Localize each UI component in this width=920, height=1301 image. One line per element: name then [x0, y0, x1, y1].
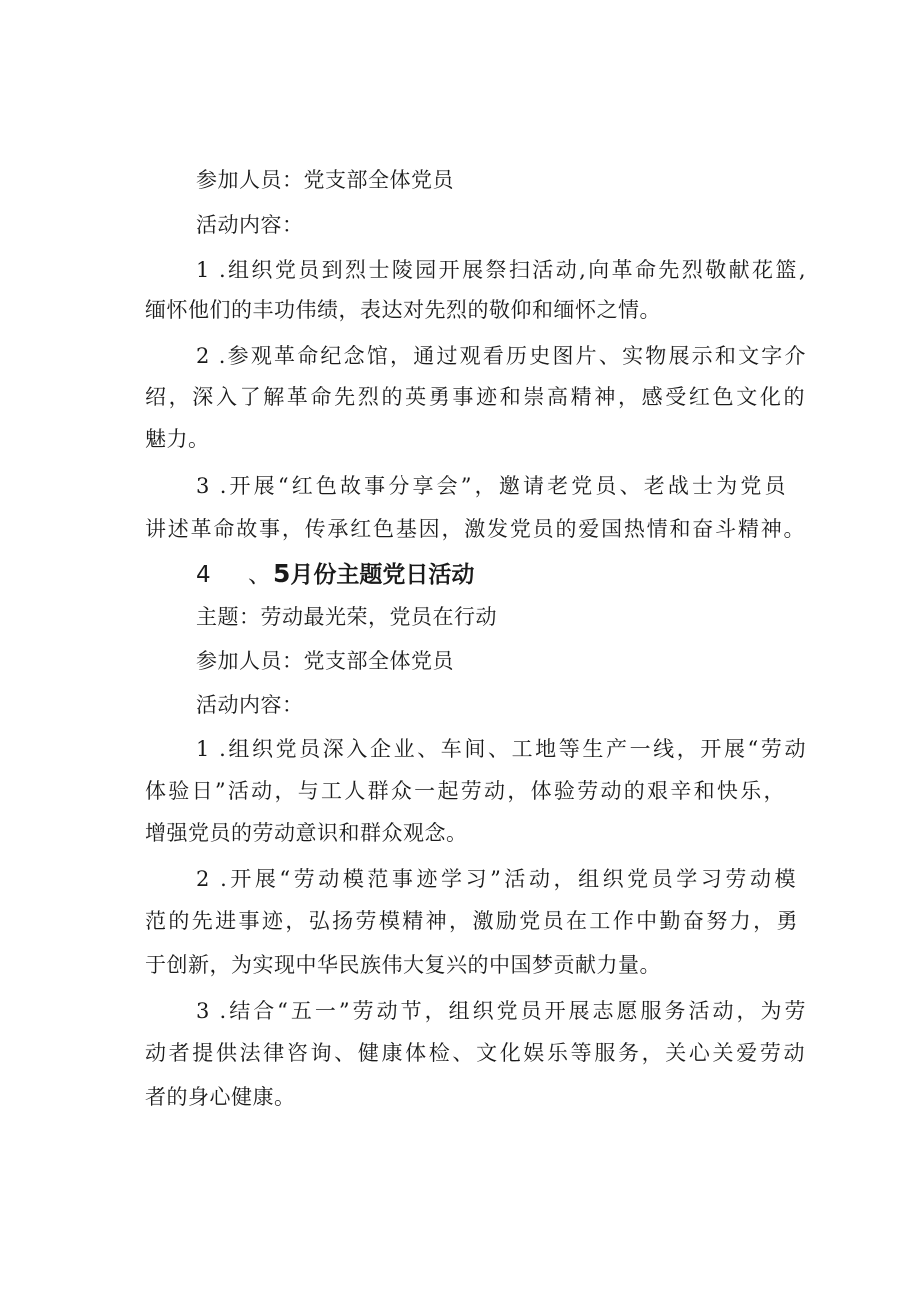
- theme-line: 主题：劳动最光荣，党员在行动: [196, 605, 497, 629]
- list-item-line: 2 .参观革命纪念馆，通过观看历史图片、实物展示和文字介: [196, 344, 806, 368]
- participants-line: 参加人员：党支部全体党员: [196, 168, 454, 192]
- list-item-line: 于创新，为实现中华民族伟大复兴的中国梦贡献力量。: [145, 953, 661, 977]
- content-label: 活动内容：: [196, 693, 304, 717]
- list-item-line: 缅怀他们的丰功伟绩，表达对先烈的敬仰和缅怀之情。: [145, 298, 661, 322]
- section-heading: [196, 558, 796, 590]
- list-item-line: 3 .开展“红色故事分享会”，邀请老党员、老战士为党员: [196, 474, 786, 498]
- content-label: 活动内容：: [196, 213, 304, 237]
- list-item-line: 3 .结合“五一”劳动节，组织党员开展志愿服务活动，为劳: [196, 999, 806, 1023]
- list-item-line: 体验日”活动，与工人群众一起劳动，体验劳动的艰辛和快乐，: [145, 779, 785, 803]
- list-item-line: 动者提供法律咨询、健康体检、文化娱乐等服务，关心关爱劳动: [145, 1041, 805, 1065]
- list-item-line: 范的先进事迹，弘扬劳模精神，激励党员在工作中勤奋努力，勇: [145, 909, 798, 933]
- heading-month: 5: [273, 559, 291, 588]
- list-item-line: 绍，深入了解革命先烈的英勇事迹和崇高精神，感受红色文化的: [145, 385, 805, 409]
- list-item-line: 讲述革命故事，传承红色基因，激发党员的爱国热情和奋斗精神。: [145, 517, 805, 541]
- heading-title: 月份主题党日活动: [290, 562, 475, 588]
- list-item-line: 者的身心健康。: [145, 1085, 296, 1109]
- list-item-line: 1 .组织党员到烈士陵园开展祭扫活动,向革命先烈敬献花篮,: [196, 258, 806, 282]
- list-item-line: 增强党员的劳动意识和群众观念。: [145, 821, 468, 845]
- list-item-line: 魅力。: [145, 427, 210, 451]
- heading-separator: 、: [248, 562, 271, 588]
- participants-line: 参加人员：党支部全体党员: [196, 649, 454, 673]
- list-item-line: 1 .组织党员深入企业、车间、工地等生产一线，开展“劳动: [196, 737, 806, 761]
- list-item-line: 2 .开展“劳动模范事迹学习”活动，组织党员学习劳动模: [196, 867, 796, 891]
- heading-number: 4: [196, 562, 211, 588]
